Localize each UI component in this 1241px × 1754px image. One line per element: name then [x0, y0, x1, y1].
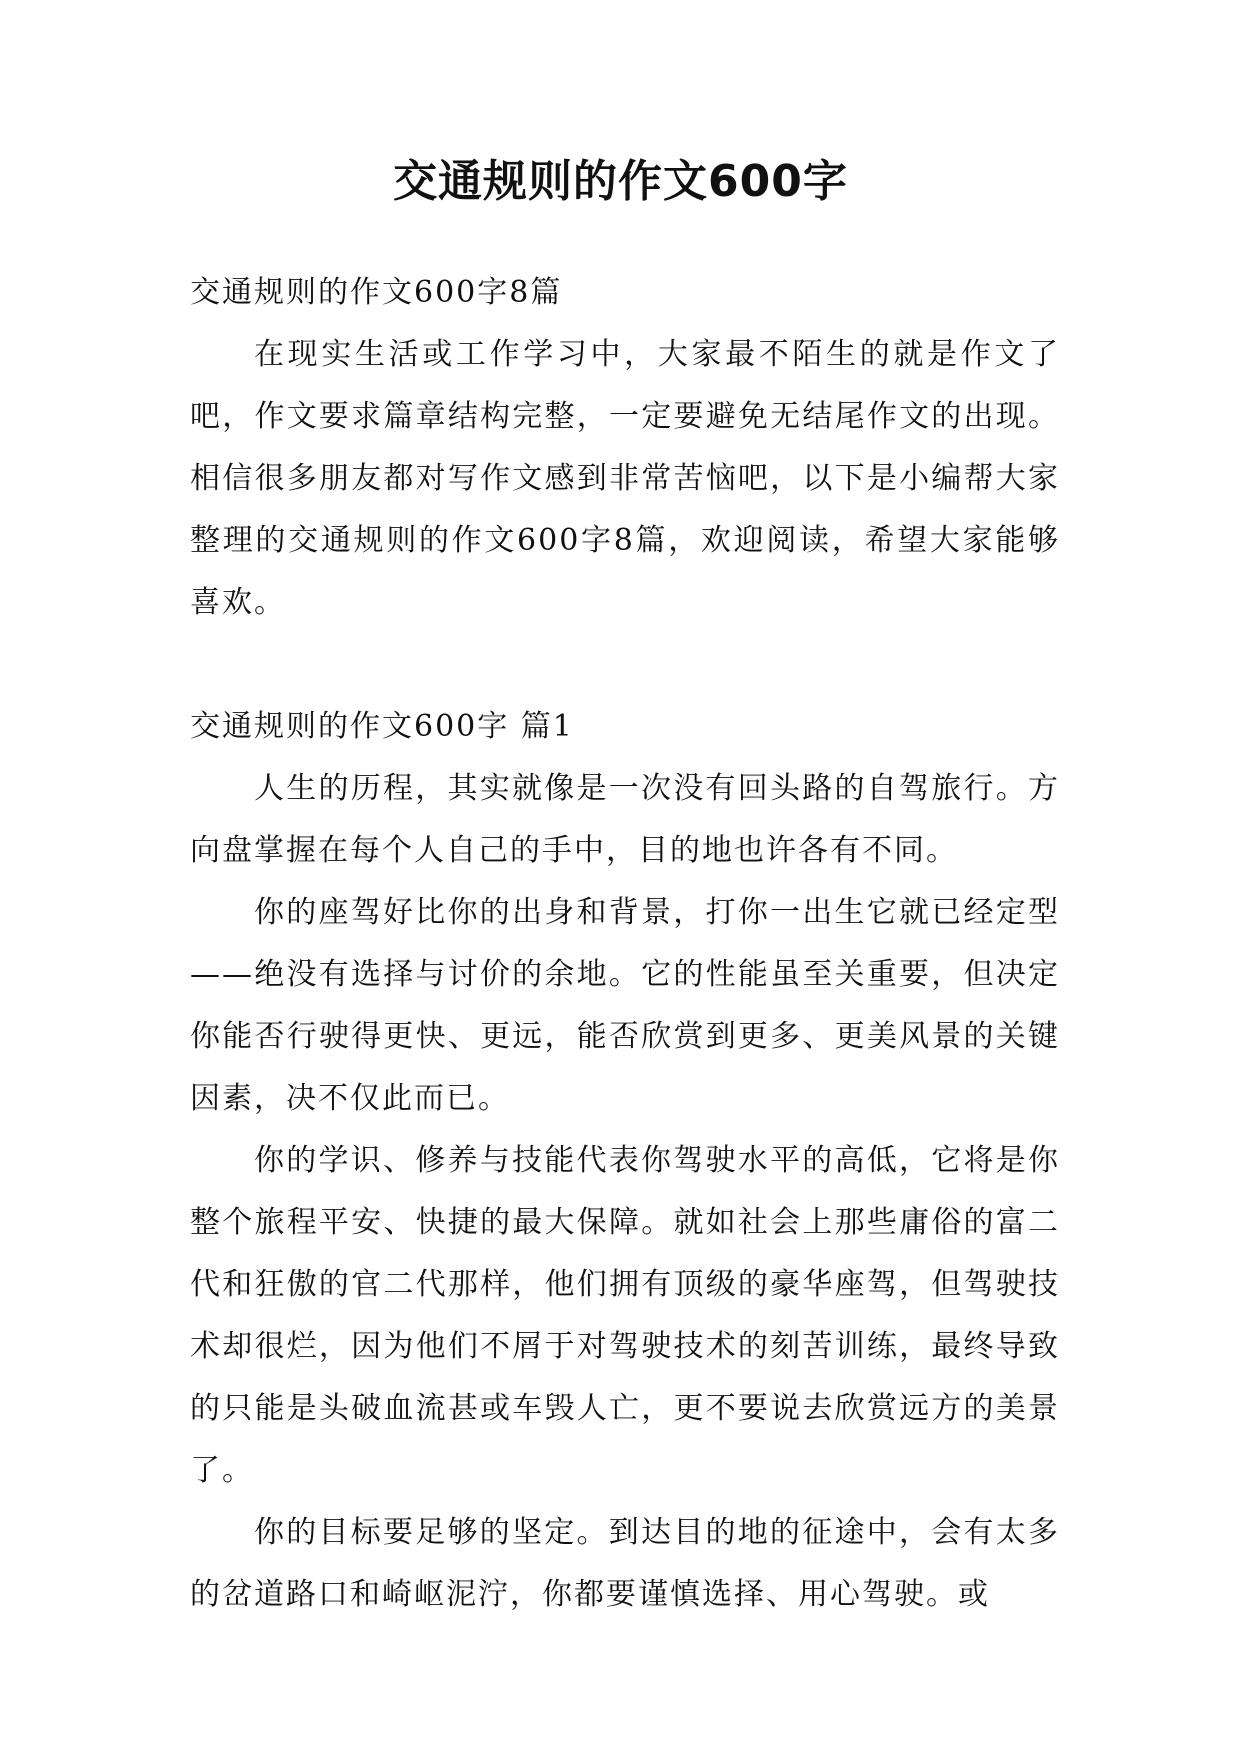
section-spacer — [190, 634, 1060, 696]
document-title: 交通规则的作文600字 — [393, 156, 848, 207]
body-paragraph: 你的学识、修养与技能代表你驾驶水平的高低，它将是你整个旅程平安、快捷的最大保障。就如社会上那些庸俗的富二代和狂傲的官二代那样，他们拥有顶级的豪华座驾，但驾驶技术却很烂，因为他们不屑于对驾驶技术的刻苦训练，最终导致的只能是头破血流甚或车毁人亡，更不要说去欣赏远方的美景了。 — [190, 1143, 1060, 1488]
document-subtitle: 交通规则的作文600字8篇 — [190, 275, 563, 310]
intro-paragraph: 在现实生活或工作学习中，大家最不陌生的就是作文了吧，作文要求篇章结构完整，一定要避免无结尾作文的出现。相信很多朋友都对写作文感到非常苦恼吧，以下是小编帮大家整理的交通规则的作文600字8篇，欢迎阅读，希望大家能够喜欢。 — [190, 337, 1060, 620]
document-body — [190, 262, 1060, 1626]
section-heading: 交通规则的作文600字 篇1 — [190, 709, 574, 744]
body-paragraph: 你的目标要足够的坚定。到达目的地的征途中，会有太多的岔道路口和崎岖泥泞，你都要谨慎选择、用心驾驶。或 — [190, 1515, 1060, 1612]
body-paragraph: 你的座驾好比你的出身和背景，打你一出生它就已经定型——绝没有选择与讨价的余地。它的性能虽至关重要，但决定你能否行驶得更快、更远，能否欣赏到更多、更美风景的关键因素，决不仅此而已。 — [190, 895, 1060, 1116]
body-paragraph: 人生的历程，其实就像是一次没有回头路的自驾旅行。方向盘掌握在每个人自己的手中，目的地也许各有不同。 — [190, 771, 1060, 868]
